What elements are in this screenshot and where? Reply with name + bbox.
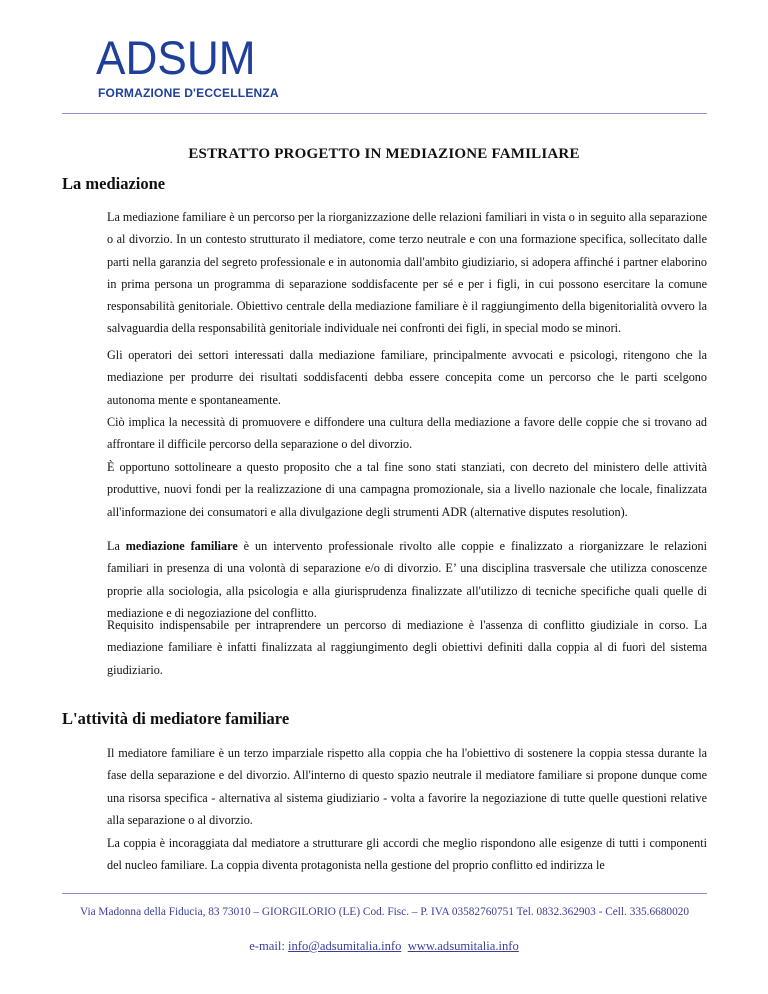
- email-link[interactable]: info@adsumitalia.info: [288, 939, 402, 953]
- paragraph: Requisito indispensabile per intraprendere un percorso di mediazione è l'assenza di conflitto giudiziale in corso. La mediazione familiare è infatti finalizzata al raggiungimento degli obiettivi definiti dalla coppia al di fuori del sistema giudiziario.: [107, 618, 707, 677]
- header-divider: [62, 113, 707, 114]
- document-title: ESTRATTO PROGETTO IN MEDIAZIONE FAMILIARE: [188, 146, 580, 162]
- paragraph: [107, 535, 707, 624]
- adsum-logo: [96, 30, 279, 100]
- paragraph: Ciò implica la necessità di promuovere e diffondere una cultura della mediazione a favore delle coppie che si trovano ad affrontare il difficile percorso della separazione o del divorzio.: [107, 415, 707, 452]
- section-heading-mediazione: La mediazione: [62, 174, 166, 193]
- paragraph: Gli operatori dei settori interessati dalla mediazione familiare, principalmente avvocati e psicologi, ritengono che la mediazione per produrre dei risultati soddisfacenti debba essere concepita come un percorso che le parti scelgono autonoma mente e spontaneamente.: [107, 348, 707, 407]
- footer-contacts: [0, 939, 768, 954]
- footer-address: Via Madonna della Fiducia, 83 73010 – GIORGILORIO (LE) Cod. Fisc. – P. IVA 03582760751 Tel. 0832.362903 - Cell. 335.6680020: [79, 906, 690, 918]
- paragraph: La mediazione familiare è un percorso per la riorganizzazione delle relazioni familiari in vista o in seguito alla separazione o al divorzio. In un contesto strutturato il mediatore, come terzo neutrale e con una formazione specifica, sollecitato dalle parti nella garanzia del segreto professionale e in autonomia dall'ambito giudiziario, si adopera affinché i partner elaborino in prima persona un programma di separazione soddisfacente per sé e per i figli, in cui possono esercitare la comune responsabilità genitoriale. Obiettivo centrale della mediazione familiare è il raggiungimento della bigenitorialità ovvero la salvaguardia della responsabilità genitoriale individuale nei confronti dei figli, in special modo se minori.: [107, 210, 707, 336]
- email-label: e-mail:: [249, 939, 289, 953]
- footer-divider: [62, 893, 707, 894]
- logo-tagline: FORMAZIONE D'ECCELLENZA: [98, 86, 279, 100]
- paragraph: Il mediatore familiare è un terzo imparziale rispetto alla coppia che ha l'obiettivo di sostenere la coppia stessa durante la fase della separazione e del divorzio. All'interno di questo spazio neutrale il mediatore familiare si propone dunque come una risorsa specifica - alternativa al sistema giudiziario - volta a favorire la negoziazione di tutte quelle questioni relative alla separazione o al divorzio.: [107, 746, 707, 827]
- paragraph-body: è un intervento professionale rivolto alle coppie e finalizzato a riorganizzare le relazioni familiari in presenza di una volontà di separazione e/o di divorzio. E’ una disciplina trasversale che utilizza conoscenze proprie alla sociologia, alla psicologia e alla giurisprudenza finalizzate all'utilizzo di tecniche specifiche quali quelle di mediazione e di negoziazione del conflitto.: [107, 539, 708, 620]
- logo-wordmark: ADSUM: [96, 31, 256, 84]
- emphasis-term: mediazione familiare: [125, 539, 238, 553]
- paragraph: La coppia è incoraggiata dal mediatore a strutturare gli accordi che meglio rispondono alle esigenze di tutti i componenti del nucleo familiare. La coppia diventa protagonista nella gestione del proprio conflitto ed indirizza le: [107, 836, 707, 873]
- website-link[interactable]: www.adsumitalia.info: [407, 939, 519, 953]
- paragraph-lead: La: [107, 539, 126, 553]
- paragraph: È opportuno sottolineare a questo proposito che a tal fine sono stati stanziati, con decreto del ministero delle attività produttive, nuovi fondi per la realizzazione di una campagna promozionale, sia a livello nazionale che locale, finalizzata all'informazione dei consumatori e alla divulgazione degli strumenti ADR (alternative disputes resolution).: [107, 460, 707, 519]
- section-heading-mediatore: L'attività di mediatore familiare: [62, 709, 290, 728]
